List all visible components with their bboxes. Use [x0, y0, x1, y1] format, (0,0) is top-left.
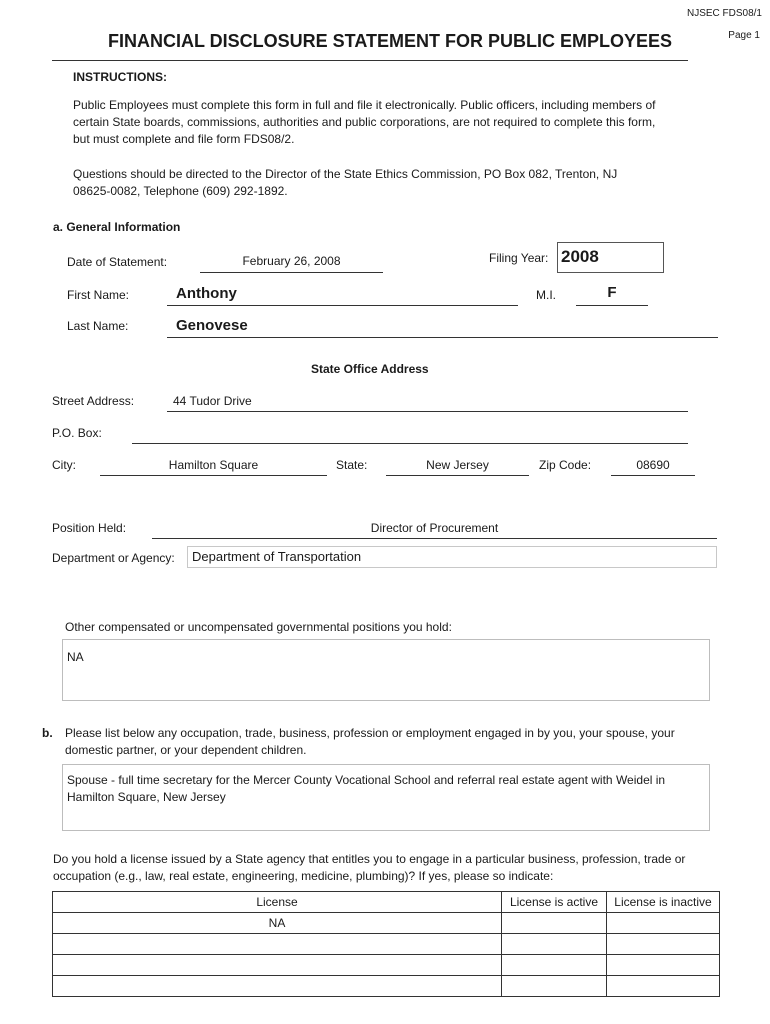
pobox-label: P.O. Box: [52, 426, 102, 440]
city-underline [100, 475, 327, 476]
other-positions-label: Other compensated or uncompensated governmental positions you hold: [65, 620, 452, 634]
license-active-cell[interactable] [502, 934, 607, 955]
license-header: License [53, 892, 502, 913]
position-underline [152, 538, 717, 539]
mi-field[interactable]: F [607, 284, 617, 301]
state-underline [386, 475, 529, 476]
license-inactive-cell[interactable] [607, 934, 720, 955]
table-row [53, 955, 720, 976]
license-inactive-header: License is inactive [607, 892, 720, 913]
title-underline [52, 60, 688, 61]
occupation-question: Please list below any occupation, trade, business, profession or employment engaged in by you, your spouse, your domestic partner, or your dependent children. [65, 726, 675, 757]
street-field[interactable]: 44 Tudor Drive [173, 394, 252, 408]
street-label: Street Address: [52, 394, 135, 408]
other-positions-field[interactable]: NA [62, 639, 710, 701]
instructions-paragraph: Public Employees must complete this form in full and file it electronically. Public officers, including members of certain State boards, commissions, authorities and public corporations, are not required to complete this form, but must complete and file form FDS08/2. [73, 98, 656, 146]
last-name-label: Last Name: [67, 319, 129, 333]
section-b-marker: b. [42, 726, 53, 740]
page-title: FINANCIAL DISCLOSURE STATEMENT FOR PUBLIC EMPLOYEES [108, 31, 673, 51]
license-name-cell[interactable] [53, 955, 502, 976]
license-name-cell[interactable] [53, 934, 502, 955]
page-number: Page 1 [728, 30, 760, 41]
license-question: Do you hold a license issued by a State agency that entitles you to engage in a particular business, profession, trade or occupation (e.g., law, real estate, engineering, medicine, plumbing)? If yes, please so indicate: [53, 852, 686, 883]
mi-label: M.I. [536, 288, 556, 302]
license-active-cell[interactable] [502, 913, 607, 934]
date-underline [200, 272, 383, 273]
contact-paragraph: Questions should be directed to the Director of the State Ethics Commission, PO Box 082, Trenton, NJ 08625-0082, Telephone (609) 292-1892. [73, 167, 618, 198]
zip-field[interactable]: 08690 [636, 458, 670, 472]
street-underline [167, 411, 688, 412]
last-name-field[interactable]: Genovese [176, 317, 248, 334]
dept-field[interactable]: Department of Transportation [187, 546, 717, 568]
license-name-cell[interactable]: NA [53, 913, 502, 934]
first-name-underline [167, 305, 518, 306]
license-table [52, 891, 720, 997]
license-active-cell[interactable] [502, 955, 607, 976]
table-row [53, 976, 720, 997]
filing-year-field[interactable]: 2008 [557, 242, 664, 273]
pobox-underline [132, 443, 688, 444]
position-label: Position Held: [52, 521, 127, 535]
license-inactive-cell[interactable] [607, 955, 720, 976]
license-inactive-cell[interactable] [607, 976, 720, 997]
license-table-header [53, 892, 720, 913]
table-row [53, 913, 720, 934]
city-field[interactable]: Hamilton Square [168, 458, 259, 472]
date-label: Date of Statement: [67, 255, 168, 269]
license-active-header: License is active [502, 892, 607, 913]
state-label: State: [336, 458, 368, 472]
date-field[interactable]: February 26, 2008 [242, 254, 341, 268]
license-name-cell[interactable] [53, 976, 502, 997]
address-heading: State Office Address [311, 362, 429, 376]
city-label: City: [52, 458, 76, 472]
instructions-heading: INSTRUCTIONS: [73, 70, 167, 84]
dept-label: Department or Agency: [52, 551, 175, 565]
zip-underline [611, 475, 695, 476]
filing-year-label: Filing Year: [489, 251, 549, 265]
last-name-underline [167, 337, 718, 338]
license-inactive-cell[interactable] [607, 913, 720, 934]
first-name-label: First Name: [67, 288, 130, 302]
position-field[interactable]: Director of Procurement [370, 521, 499, 535]
first-name-field[interactable]: Anthony [176, 285, 237, 302]
state-field[interactable]: New Jersey [426, 458, 489, 472]
license-active-cell[interactable] [502, 976, 607, 997]
general-info-heading: a. General Information [53, 220, 181, 234]
occupation-field[interactable]: Spouse - full time secretary for the Mercer County Vocational School and referral real estate agent with Weidel in Hamilton Square, New Jersey [62, 764, 710, 831]
zip-label: Zip Code: [539, 458, 592, 472]
table-row [53, 934, 720, 955]
form-id: NJSEC FDS08/1 [686, 8, 762, 19]
mi-underline [576, 305, 648, 306]
